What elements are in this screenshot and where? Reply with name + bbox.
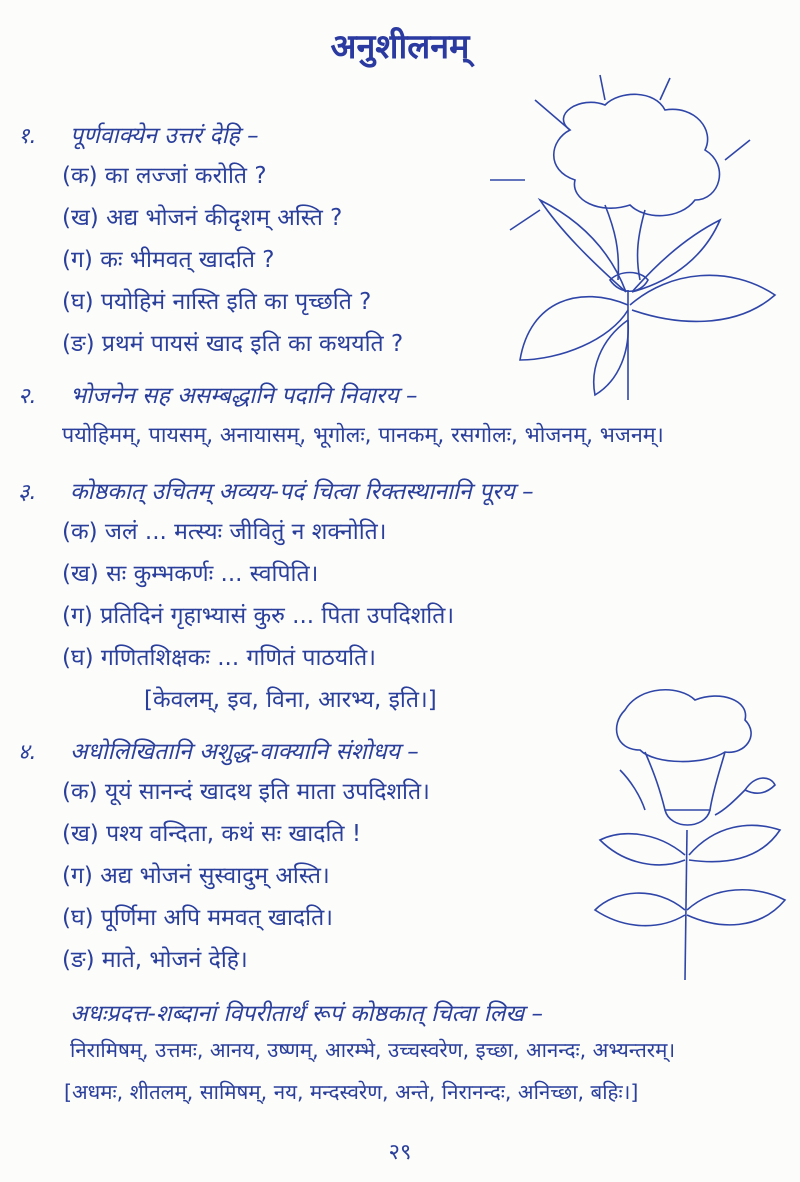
section-2-number: २.: [18, 384, 37, 409]
section-3-options: [केवलम्, इव, विना, आरभ्य, इति।]: [144, 687, 437, 713]
flower-stem: [685, 830, 687, 980]
section-1-line: (ङ) प्रथमं पायसं खाद इति का कथयति ?: [62, 331, 404, 357]
section-1-number: १.: [18, 124, 37, 149]
section-3-line: (घ) गणितशिक्षकः ... गणितं पाठयति।: [62, 645, 376, 671]
section-5-heading: अधःप्रदत्त-शब्दानां विपरीतार्थं रूपं कोष्ठकात् चित्वा लिख –: [70, 1001, 543, 1027]
section-3-line: (ख) सः कुम्भकर्णः ... स्वपिति।: [62, 561, 319, 587]
sepal-left: [620, 770, 645, 810]
leaf-right-upper: [689, 825, 780, 861]
leaf-left-lower: [595, 893, 685, 926]
section-1-line: (घ) पयोहिमं नास्ति इति का पृच्छति ?: [62, 289, 372, 315]
leaf-lower: [594, 320, 628, 395]
flower-trumpet: [645, 752, 725, 810]
leaf-left-upper: [600, 834, 685, 865]
section-1-heading: पूर्णवाक्येन उत्तरं देहि –: [70, 123, 259, 149]
leaf-right-lower: [687, 890, 785, 925]
section-2-heading: भोजनेन सह असम्बद्धानि पदानि निवारय –: [70, 383, 418, 409]
page-number: २९: [388, 1140, 412, 1165]
section-2-line: पयोहिमम्, पायसम्, अनायासम्, भूगोलः, पानकम्, रसगोलः, भोजनम्, भजनम्।: [62, 423, 664, 448]
flower-tube-left: [605, 205, 618, 280]
flower-bloom: [617, 690, 752, 762]
section-4-line: (ग) अद्य भोजनं सुस्वादुम् अस्ति।: [62, 863, 330, 889]
flower-illustration-top: [480, 70, 780, 400]
section-3-heading: कोष्ठकात् उचितम् अव्यय-पदं चित्वा रिक्तस्थानानि पूरय –: [70, 479, 534, 505]
section-3-number: ३.: [18, 480, 37, 505]
flower-illustration-bottom: [585, 680, 790, 980]
flower-tube-right: [638, 210, 645, 280]
leaf-right: [630, 275, 775, 321]
section-1-line: (क) का लज्जां करोति ?: [62, 163, 267, 189]
section-5-line: निरामिषम्, उत्तमः, आनय, उष्णम्, आरम्भे, उच्चस्वरेण, इच्छा, आनन्दः, अभ्यन्तरम्।: [70, 1038, 676, 1062]
section-4-line: (ख) पश्य वन्दिता, कथं सः खादति !: [62, 821, 362, 847]
section-4-line: (घ) पूर्णिमा अपि ममवत् खादति।: [62, 905, 333, 931]
flower-bud: [745, 778, 775, 793]
section-4-line: (क) यूयं सानन्दं खादथ इति माता उपदिशति।: [62, 779, 430, 805]
section-1-line: (ख) अद्य भोजनं कीदृशम् अस्ति ?: [62, 205, 343, 231]
flower-base: [665, 810, 710, 825]
section-3-line: (क) जलं ... मत्स्यः जीवितुं न शक्नोति।: [62, 519, 387, 545]
section-4-number: ४.: [18, 740, 37, 765]
section-4-line: (ङ) माते, भोजनं देहि।: [62, 947, 248, 973]
flower-bloom: [554, 94, 720, 215]
bud-stalk: [715, 790, 745, 815]
leaf-left: [520, 297, 628, 360]
page-title: अनुशीलनम्: [330, 27, 470, 67]
section-3-line: (ग) प्रतिदिनं गृहाभ्यासं कुरु ... पिता उपदिशति।: [62, 603, 455, 629]
section-1-line: (ग) कः भीमवत् खादति ?: [62, 247, 275, 273]
section-4-heading: अधोलिखितानि अशुद्ध-वाक्यानि संशोधय –: [70, 739, 419, 765]
leaf-upper-right: [632, 220, 720, 292]
section-5-options: [अधमः, शीतलम्, सामिषम्, नय, मन्दस्वरेण, अन्ते, निरानन्दः, अनिच्छा, बहिः।]: [64, 1080, 639, 1104]
